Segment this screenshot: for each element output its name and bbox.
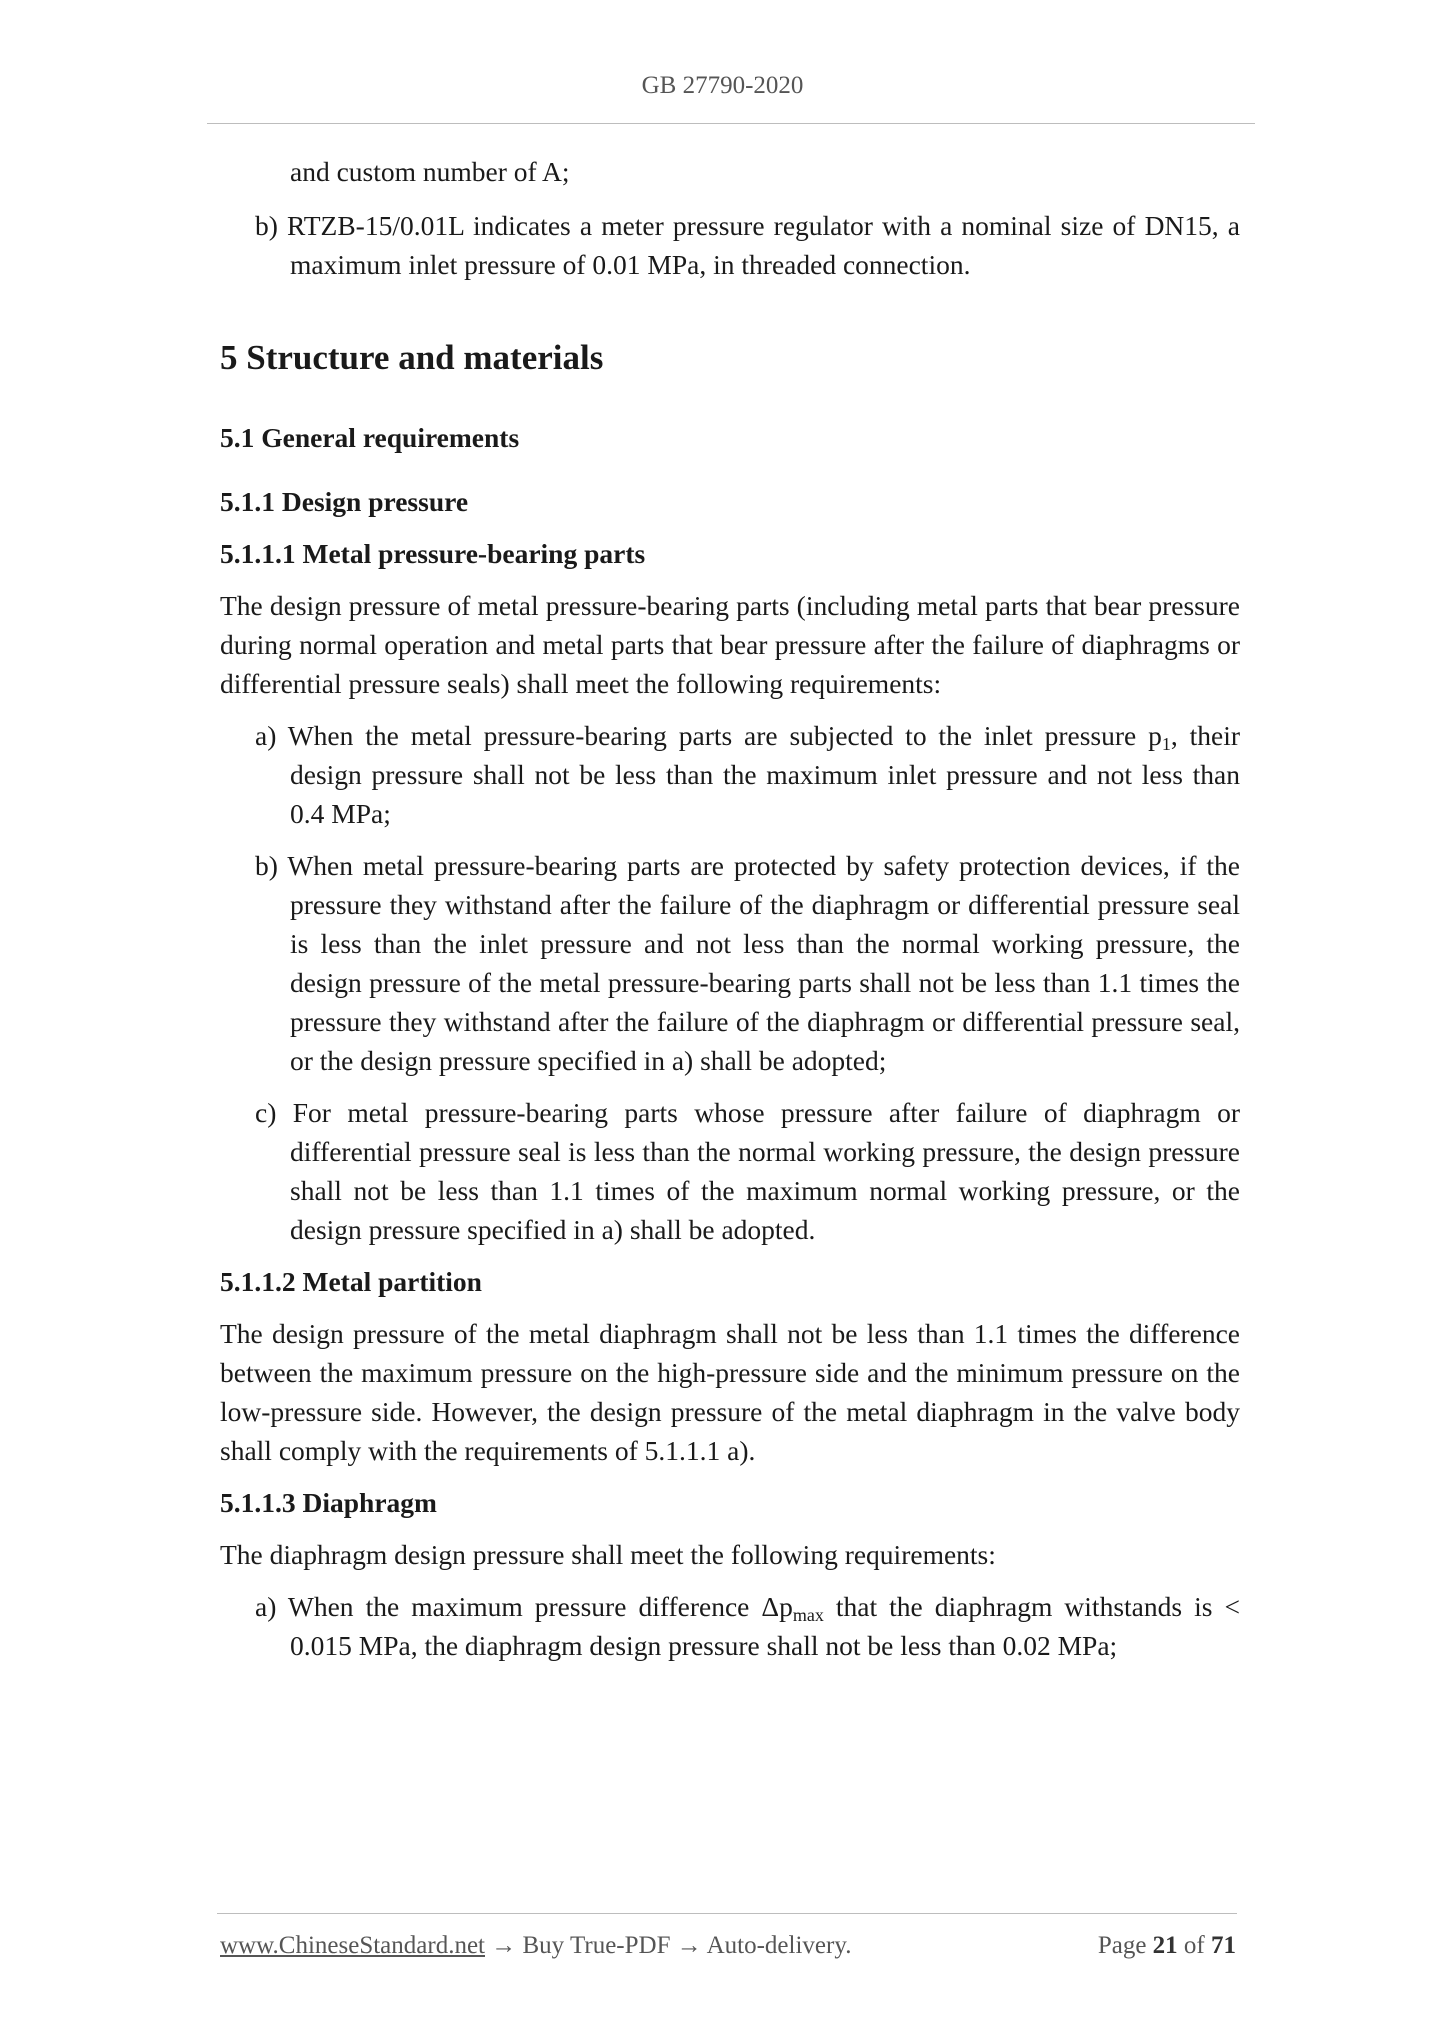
section-5-1-1-3-intro: The diaphragm design pressure shall meet the following requirements: (220, 1539, 996, 1570)
page-header (0, 72, 1445, 100)
list-item-b: b) When metal pressure-bearing parts are protected by safety protection devices, if the pressure they withstand after the failure of the diaphragm or differential pressure seal is less than the inlet pressure and not less than the normal working pressure, the design pressure of the metal pressure-bearing parts shall not be less than 1.1 times the pressure they withstand after the failure of the diaphragm or differential pressure seal, or the design pressure specified in a) shall be adopted; (255, 850, 1240, 1076)
item-a-text-end: , their design pressure shall not be less than the maximum inlet pressure and not less than 0.4 MPa; (290, 720, 1240, 829)
total-pages: 71 (1211, 1932, 1236, 1959)
page-content (220, 152, 1240, 1665)
website-link[interactable]: www.ChineseStandard.net (220, 1932, 485, 1959)
of-label: of (1183, 1932, 1205, 1959)
section-5-1-1-1-intro: The design pressure of metal pressure-bearing parts (including metal parts that bear pressure during normal operation and metal parts that bear pressure after the failure of diaphragms or differential pressure seals) shall meet the following requirements: (220, 590, 1240, 699)
footer-divider (217, 1913, 1237, 1914)
document-id: GB 27790-2020 (641, 72, 804, 99)
section-5-1-1-2-heading: 5.1.1.2 Metal partition (220, 1266, 482, 1297)
section-5-1-1-3-heading: 5.1.1.3 Diaphragm (220, 1487, 437, 1518)
section-5-1-1-2-body: The design pressure of the metal diaphragm shall not be less than 1.1 times the difference between the maximum pressure on the high-pressure side and the minimum pressure on the low-pressure side. However, the design pressure of the metal diaphragm in the valve body shall comply with the requirements of 5.1.1.1 a). (220, 1318, 1240, 1466)
auto-delivery-text: Auto-delivery. (706, 1932, 852, 1959)
section-5-heading: 5 Structure and materials (220, 338, 604, 377)
buy-pdf-text: Buy True-PDF (522, 1932, 671, 1959)
section-5-1-1-1-heading: 5.1.1.1 Metal pressure-bearing parts (220, 538, 646, 569)
page-footer (220, 1926, 1236, 1966)
list-item-a (220, 1587, 1240, 1665)
current-page: 21 (1152, 1932, 1178, 1959)
subscript-1: 1 (1161, 734, 1171, 754)
arrow-right-icon: → (676, 1932, 702, 1959)
item-a-text-end: that the diaphragm withstands is < 0.015 MPa, the diaphragm design pressure shall not be less than 0.02 MPa; (290, 1591, 1240, 1661)
subscript-max: max (792, 1605, 824, 1625)
list-item-c: c) For metal pressure-bearing parts whose pressure after failure of diaphragm or differential pressure seal is less than the normal working pressure, the design pressure shall not be less than 1.1 times of the maximum normal working pressure, or the design pressure specified in a) shall be adopted. (255, 1097, 1240, 1245)
footer-promo (220, 1926, 851, 1966)
header-divider (207, 123, 1255, 124)
item-a-text: a) When the maximum pressure difference Δp (255, 1591, 793, 1622)
page-label: Page (1097, 1932, 1147, 1959)
page-number (1098, 1926, 1236, 1966)
list-item-b: b) RTZB-15/0.01L indicates a meter pressure regulator with a nominal size of DN15, a maximum inlet pressure of 0.01 MPa, in threaded connection. (255, 210, 1240, 280)
item-a-continuation: and custom number of A; (290, 156, 570, 187)
item-a-text: a) When the metal pressure-bearing parts are subjected to the inlet pressure p (255, 720, 1162, 751)
section-5-1-heading: 5.1 General requirements (220, 422, 520, 453)
section-5-1-1-heading: 5.1.1 Design pressure (220, 486, 469, 517)
list-item-a (220, 716, 1240, 833)
arrow-right-icon: → (491, 1932, 517, 1959)
